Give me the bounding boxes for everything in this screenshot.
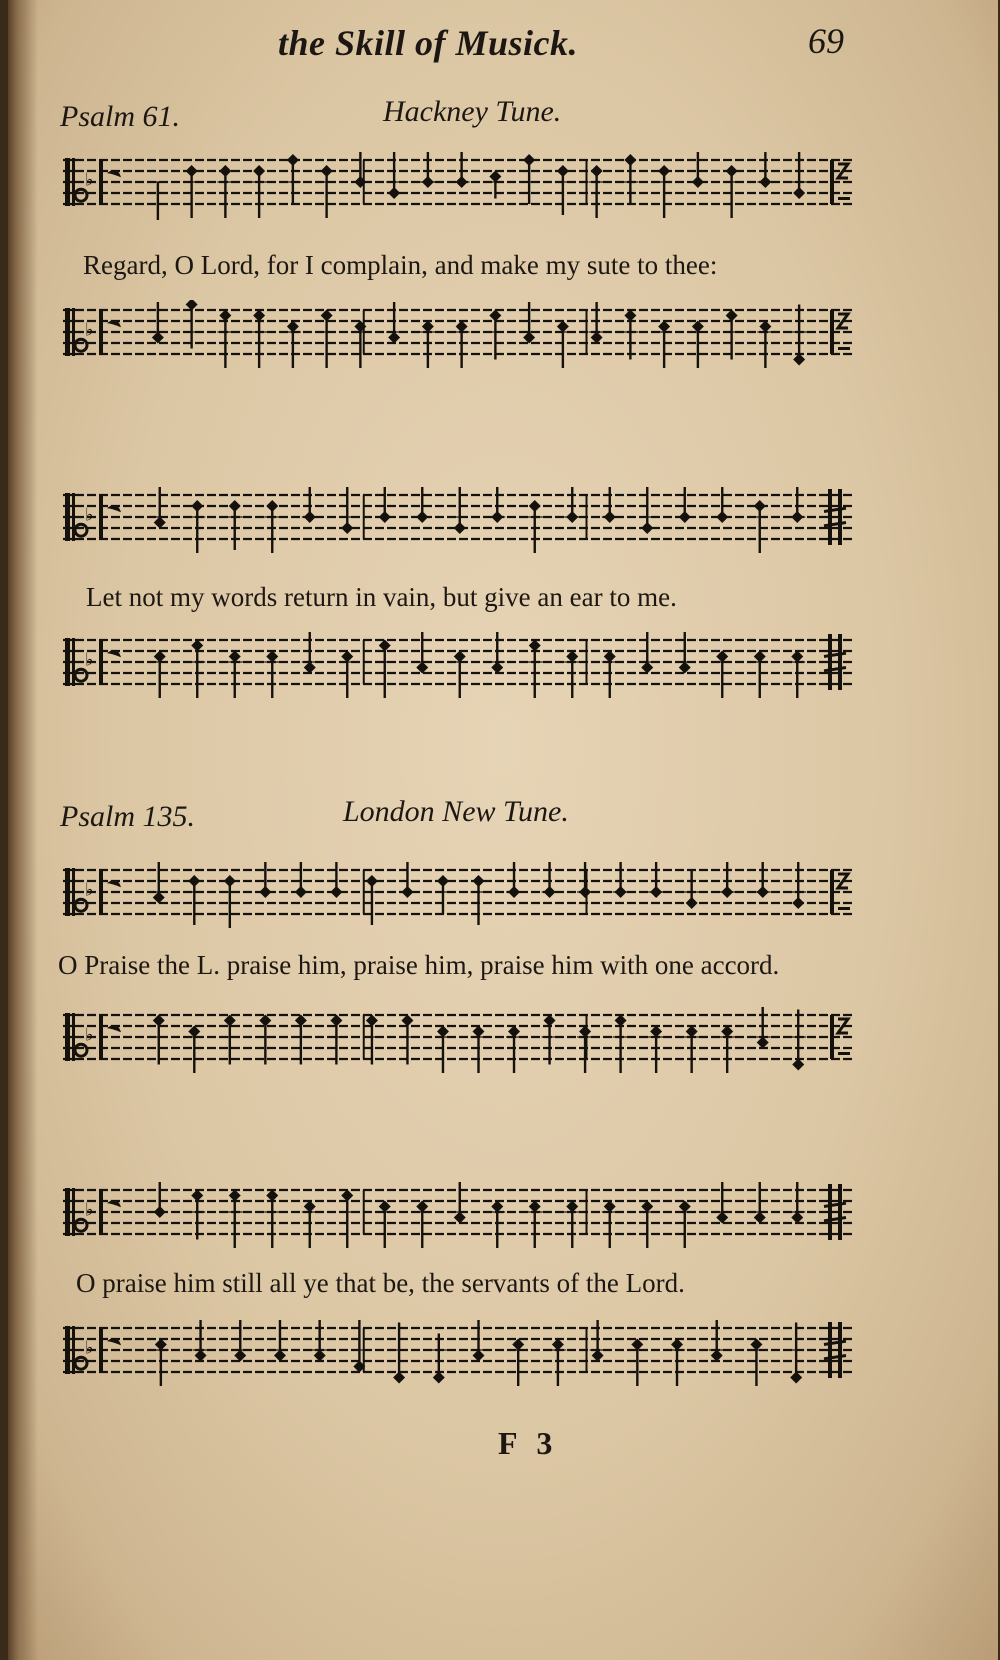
note [435,875,451,914]
note [748,1339,764,1387]
note [656,321,672,369]
note [293,1015,309,1065]
note [193,1320,209,1362]
note [648,862,664,898]
note [153,1339,169,1387]
note [217,310,233,369]
note [227,1190,243,1249]
note [487,310,503,360]
note [788,1323,804,1384]
note [709,1320,725,1362]
note [527,1201,543,1249]
note [420,152,436,188]
svg-text:♭: ♭ [85,879,94,901]
note [521,302,537,344]
note [589,165,605,218]
note [364,875,380,925]
note [150,182,166,220]
note [622,154,638,204]
note [550,1339,566,1387]
staff-svg [63,860,858,930]
note [377,1201,393,1249]
note [377,640,393,699]
note [151,1015,167,1065]
note [613,1015,629,1074]
note [471,1026,487,1074]
running-head: the Skill of Musick. [278,23,579,63]
note [414,632,430,674]
music-staff [63,1180,858,1250]
staff-svg [63,1005,858,1075]
note [589,302,605,344]
svg-text:♭: ♭ [85,1024,94,1046]
note [714,1182,730,1224]
note [152,487,168,529]
lyric-line: Regard, O Lord, for I complain, and make my sute to thee: [83,250,718,280]
note [471,1320,487,1362]
note [264,651,280,699]
svg-text:♭: ♭ [85,1337,94,1359]
note [222,875,238,928]
svg-text:♭: ♭ [85,169,94,191]
note [719,1026,735,1074]
note [431,1334,447,1384]
note [319,310,335,369]
note [184,165,200,218]
note [251,165,267,218]
note [752,500,768,553]
note [791,305,807,366]
music-staff [63,1005,858,1075]
note [602,1201,618,1249]
note [364,1015,380,1065]
note [677,632,693,674]
note [489,632,505,674]
note [622,310,638,360]
note [302,632,318,674]
note [264,500,280,553]
note [489,1201,505,1249]
note [386,302,402,344]
note [684,1026,700,1074]
note [184,300,200,349]
note [257,1015,273,1065]
note [222,1015,238,1065]
note [227,500,243,550]
note [189,640,205,699]
svg-text:♭: ♭ [85,319,94,341]
note [590,1320,606,1362]
note [339,1190,355,1249]
note [602,651,618,699]
staff-svg [63,1318,858,1388]
note [724,310,740,360]
lyric-line: O Praise the L. praise him, praise him, praise him with one accord. [58,950,780,980]
note [564,651,580,699]
note [527,640,543,699]
staff-svg [63,485,858,555]
note [454,321,470,369]
svg-text:♭: ♭ [85,504,94,526]
note [414,1201,430,1249]
note [555,165,571,215]
note [542,1015,558,1065]
staff-svg [63,630,858,700]
note [639,1201,655,1249]
note [217,165,233,218]
note [752,1182,768,1224]
note [302,1201,318,1249]
note [789,651,805,699]
note [272,1320,288,1362]
note [186,1026,202,1074]
note [151,862,167,904]
note [251,310,267,369]
note [452,651,468,699]
note [527,500,543,553]
note [420,321,436,369]
note [755,862,771,898]
book-page [8,0,998,1660]
music-staff [63,485,858,555]
note [264,1190,280,1249]
note [639,632,655,674]
note [285,321,301,369]
staff-svg [63,300,858,370]
staff-svg [63,150,858,220]
tune-title: Hackney Tune. [383,95,562,128]
page-number: 69 [808,21,844,61]
note [189,1190,205,1240]
note [227,651,243,699]
note [752,651,768,699]
note [791,152,807,199]
svg-text:♭: ♭ [85,1199,94,1221]
note [789,1182,805,1224]
note [690,321,706,369]
psalm-label: Psalm 135. [60,800,195,833]
music-staff [63,1318,858,1388]
note [506,1026,522,1074]
note [677,1201,693,1249]
lyric-line: O praise him still all ye that be, the servants of the Lord. [76,1268,685,1298]
note [186,875,202,925]
signature-mark: F 3 [498,1425,559,1461]
note [471,875,487,925]
note [757,321,773,369]
music-staff [63,300,858,370]
note [724,165,740,218]
note [564,487,580,523]
music-staff [63,150,858,220]
note [339,651,355,699]
music-staff [63,630,858,700]
note [684,870,700,909]
note [328,1015,344,1065]
staff-svg [63,1180,858,1250]
note [452,1182,468,1224]
note [656,165,672,218]
note [755,1007,771,1049]
tune-title: London New Tune. [343,795,569,828]
note [648,1026,664,1074]
note [555,321,571,369]
note [391,1323,407,1384]
lyric-line: Let not my words return in vain, but give an ear to me. [86,582,677,612]
note [719,862,735,898]
music-staff [63,860,858,930]
note [714,651,730,699]
note [352,321,368,369]
note [312,1320,328,1362]
note [152,651,168,699]
psalm-label: Psalm 61. [60,100,180,133]
note [319,165,335,218]
note [285,154,301,204]
note [232,1320,248,1362]
note [629,1339,645,1387]
svg-text:♭: ♭ [85,649,94,671]
note [521,154,537,204]
note [399,1015,415,1065]
note [790,1010,806,1071]
note [487,171,503,199]
note [669,1339,685,1387]
note [577,1026,593,1074]
note [189,500,205,553]
note [435,1026,451,1074]
book-spine-shadow [8,0,38,1660]
note [510,1339,526,1387]
note [150,302,166,344]
note [564,1201,580,1249]
